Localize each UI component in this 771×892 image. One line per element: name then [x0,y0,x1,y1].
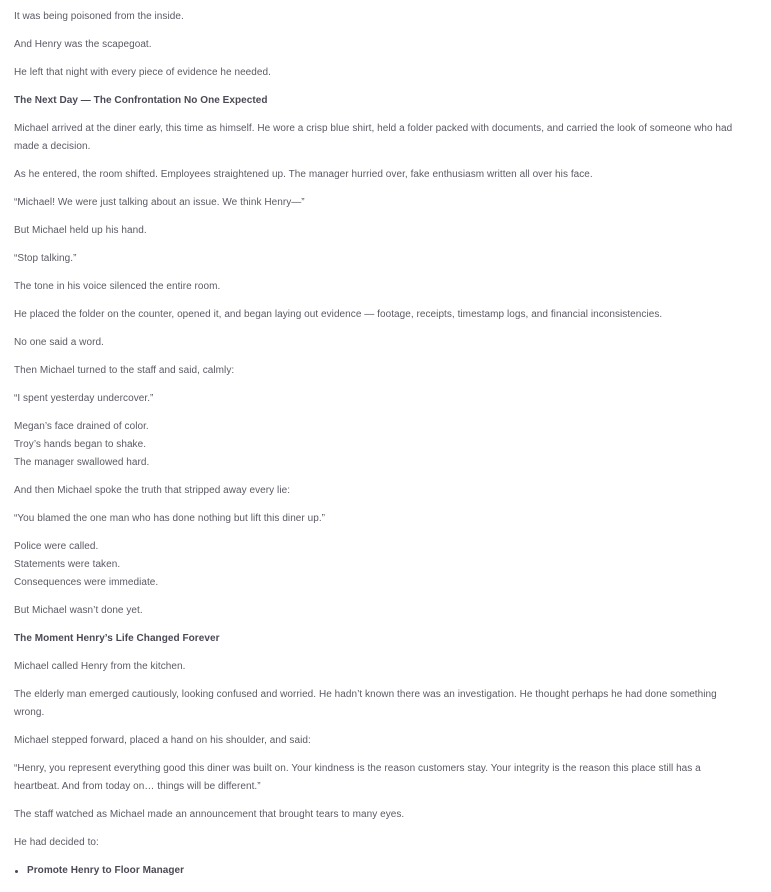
paragraph: Then Michael turned to the staff and said, calmly: [14,365,235,376]
paragraph-line: made a decision. [14,141,91,152]
list-item-label: Promote Henry to Floor Manager [27,865,185,876]
section-heading: The Next Day — The Confrontation No One Expected [14,95,268,106]
paragraph-line: Consequences were immediate. [14,577,159,588]
paragraph-line: The elderly man emerged cautiously, looking confused and worried. He hadn’t known there was an investigation. He thought perhaps he had done something [14,689,717,700]
paragraph: The staff watched as Michael made an announcement that brought tears to many eyes. [14,809,405,820]
paragraph: He left that night with every piece of evidence he needed. [14,67,271,78]
paragraph-line: Troy’s hands began to shake. [14,439,147,450]
paragraph: Michael called Henry from the kitchen. [14,661,186,672]
quote-line: “Henry, you represent everything good this diner was built on. Your kindness is the reason customers stay. Your integrity is the reason this place still has a [14,763,701,774]
paragraph-line: Michael arrived at the diner early, this time as himself. He wore a crisp blue shirt, held a folder packed with documents, and carried the look of someone who had [14,123,733,134]
quote: “Michael! We were just talking about an issue. We think Henry—” [14,197,305,208]
paragraph: But Michael wasn’t done yet. [14,605,143,616]
paragraph: It was being poisoned from the inside. [14,11,184,22]
list-item [14,862,759,880]
paragraph: He placed the folder on the counter, opened it, and began laying out evidence — footage, receipts, timestamp logs, and financial inconsistencies. [14,309,663,320]
paragraph: But Michael held up his hand. [14,225,147,236]
paragraph-line: Statements were taken. [14,559,121,570]
paragraph: As he entered, the room shifted. Employees straightened up. The manager hurried over, fake enthusiasm written all over his face. [14,169,593,180]
paragraph: And then Michael spoke the truth that stripped away every lie: [14,485,291,496]
section-heading: The Moment Henry’s Life Changed Forever [14,633,220,644]
paragraph: No one said a word. [14,337,104,348]
action-list [14,862,759,880]
paragraph: He had decided to: [14,837,99,848]
quote: “Stop talking.” [14,253,77,264]
quote-line: heartbeat. And from today on… things will be different.” [14,781,261,792]
quote: “I spent yesterday undercover.” [14,393,154,404]
quote: “You blamed the one man who has done nothing but lift this diner up.” [14,513,326,524]
paragraph-line: The manager swallowed hard. [14,457,150,468]
bullet-icon [15,870,18,873]
paragraph: Michael stepped forward, placed a hand on his shoulder, and said: [14,735,311,746]
paragraph-line: Megan’s face drained of color. [14,421,149,432]
paragraph-line: wrong. [14,707,45,718]
paragraph: The tone in his voice silenced the entire room. [14,281,221,292]
paragraph-line: Police were called. [14,541,99,552]
paragraph: And Henry was the scapegoat. [14,39,152,50]
